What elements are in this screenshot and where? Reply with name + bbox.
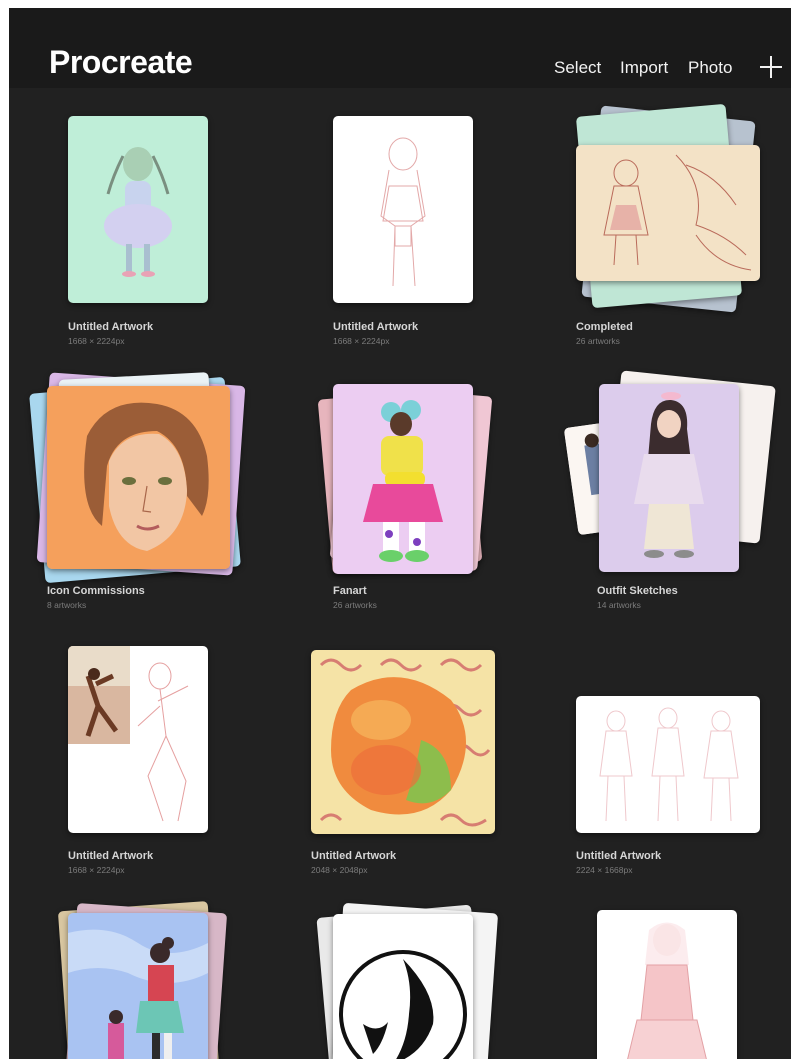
stack-name: Completed bbox=[576, 321, 633, 333]
stack-thumbnail-image bbox=[333, 384, 473, 574]
stack-thumbnail-image bbox=[599, 384, 739, 572]
gallery-screen bbox=[9, 8, 791, 1059]
artwork-info: 1668 × 2224px bbox=[68, 865, 125, 875]
artwork-name: Untitled Artwork bbox=[311, 850, 397, 862]
artwork-thumbnail[interactable] bbox=[68, 116, 208, 303]
stack-thumbnail[interactable] bbox=[576, 145, 760, 281]
photo-button[interactable]: Photo bbox=[688, 58, 733, 77]
stack-thumbnail[interactable] bbox=[599, 384, 739, 572]
stack-thumbnail[interactable] bbox=[333, 914, 473, 1059]
top-bar bbox=[9, 8, 791, 88]
artwork-thumbnail-image bbox=[311, 650, 495, 834]
artwork-info: 2048 × 2048px bbox=[311, 865, 368, 875]
stack-name: Fanart bbox=[333, 585, 367, 597]
stack-info: 26 artworks bbox=[576, 336, 620, 346]
stack-name: Icon Commissions bbox=[47, 585, 145, 597]
artwork-name: Untitled Artwork bbox=[68, 850, 154, 862]
artwork-thumbnail[interactable] bbox=[597, 910, 737, 1059]
stack-info: 8 artworks bbox=[47, 600, 87, 610]
artwork-info: 1668 × 2224px bbox=[68, 336, 125, 346]
artwork-info: 2224 × 1668px bbox=[576, 865, 633, 875]
artwork-thumbnail-image bbox=[68, 646, 208, 833]
artwork-thumbnail-image bbox=[68, 116, 208, 303]
artwork-thumbnail[interactable] bbox=[576, 696, 760, 833]
artwork-thumbnail[interactable] bbox=[311, 650, 495, 834]
stack-thumbnail[interactable] bbox=[47, 386, 230, 569]
stack-thumbnail[interactable] bbox=[68, 913, 208, 1059]
stack-thumbnail-image bbox=[68, 913, 208, 1059]
import-button[interactable]: Import bbox=[620, 58, 669, 77]
artwork-thumbnail[interactable] bbox=[68, 646, 208, 833]
artwork-name: Untitled Artwork bbox=[333, 321, 419, 333]
stack-info: 14 artworks bbox=[597, 600, 641, 610]
plus-icon[interactable] bbox=[760, 56, 782, 78]
stack-info: 26 artworks bbox=[333, 600, 377, 610]
artwork-name: Untitled Artwork bbox=[576, 850, 662, 862]
artwork-info: 1668 × 2224px bbox=[333, 336, 390, 346]
stack-name: Outfit Sketches bbox=[597, 585, 678, 597]
artwork-thumbnail[interactable] bbox=[333, 116, 473, 303]
stack-thumbnail-image bbox=[333, 914, 473, 1059]
artwork-thumbnail-image bbox=[576, 696, 760, 833]
stack-thumbnail-image bbox=[576, 145, 760, 281]
app-title: Procreate bbox=[49, 44, 193, 80]
artwork-name: Untitled Artwork bbox=[68, 321, 154, 333]
stack-thumbnail-image bbox=[47, 386, 230, 569]
artwork-thumbnail-image bbox=[333, 116, 473, 303]
stack-thumbnail[interactable] bbox=[333, 384, 473, 574]
artwork-thumbnail-image bbox=[597, 910, 737, 1059]
select-button[interactable]: Select bbox=[554, 58, 602, 77]
